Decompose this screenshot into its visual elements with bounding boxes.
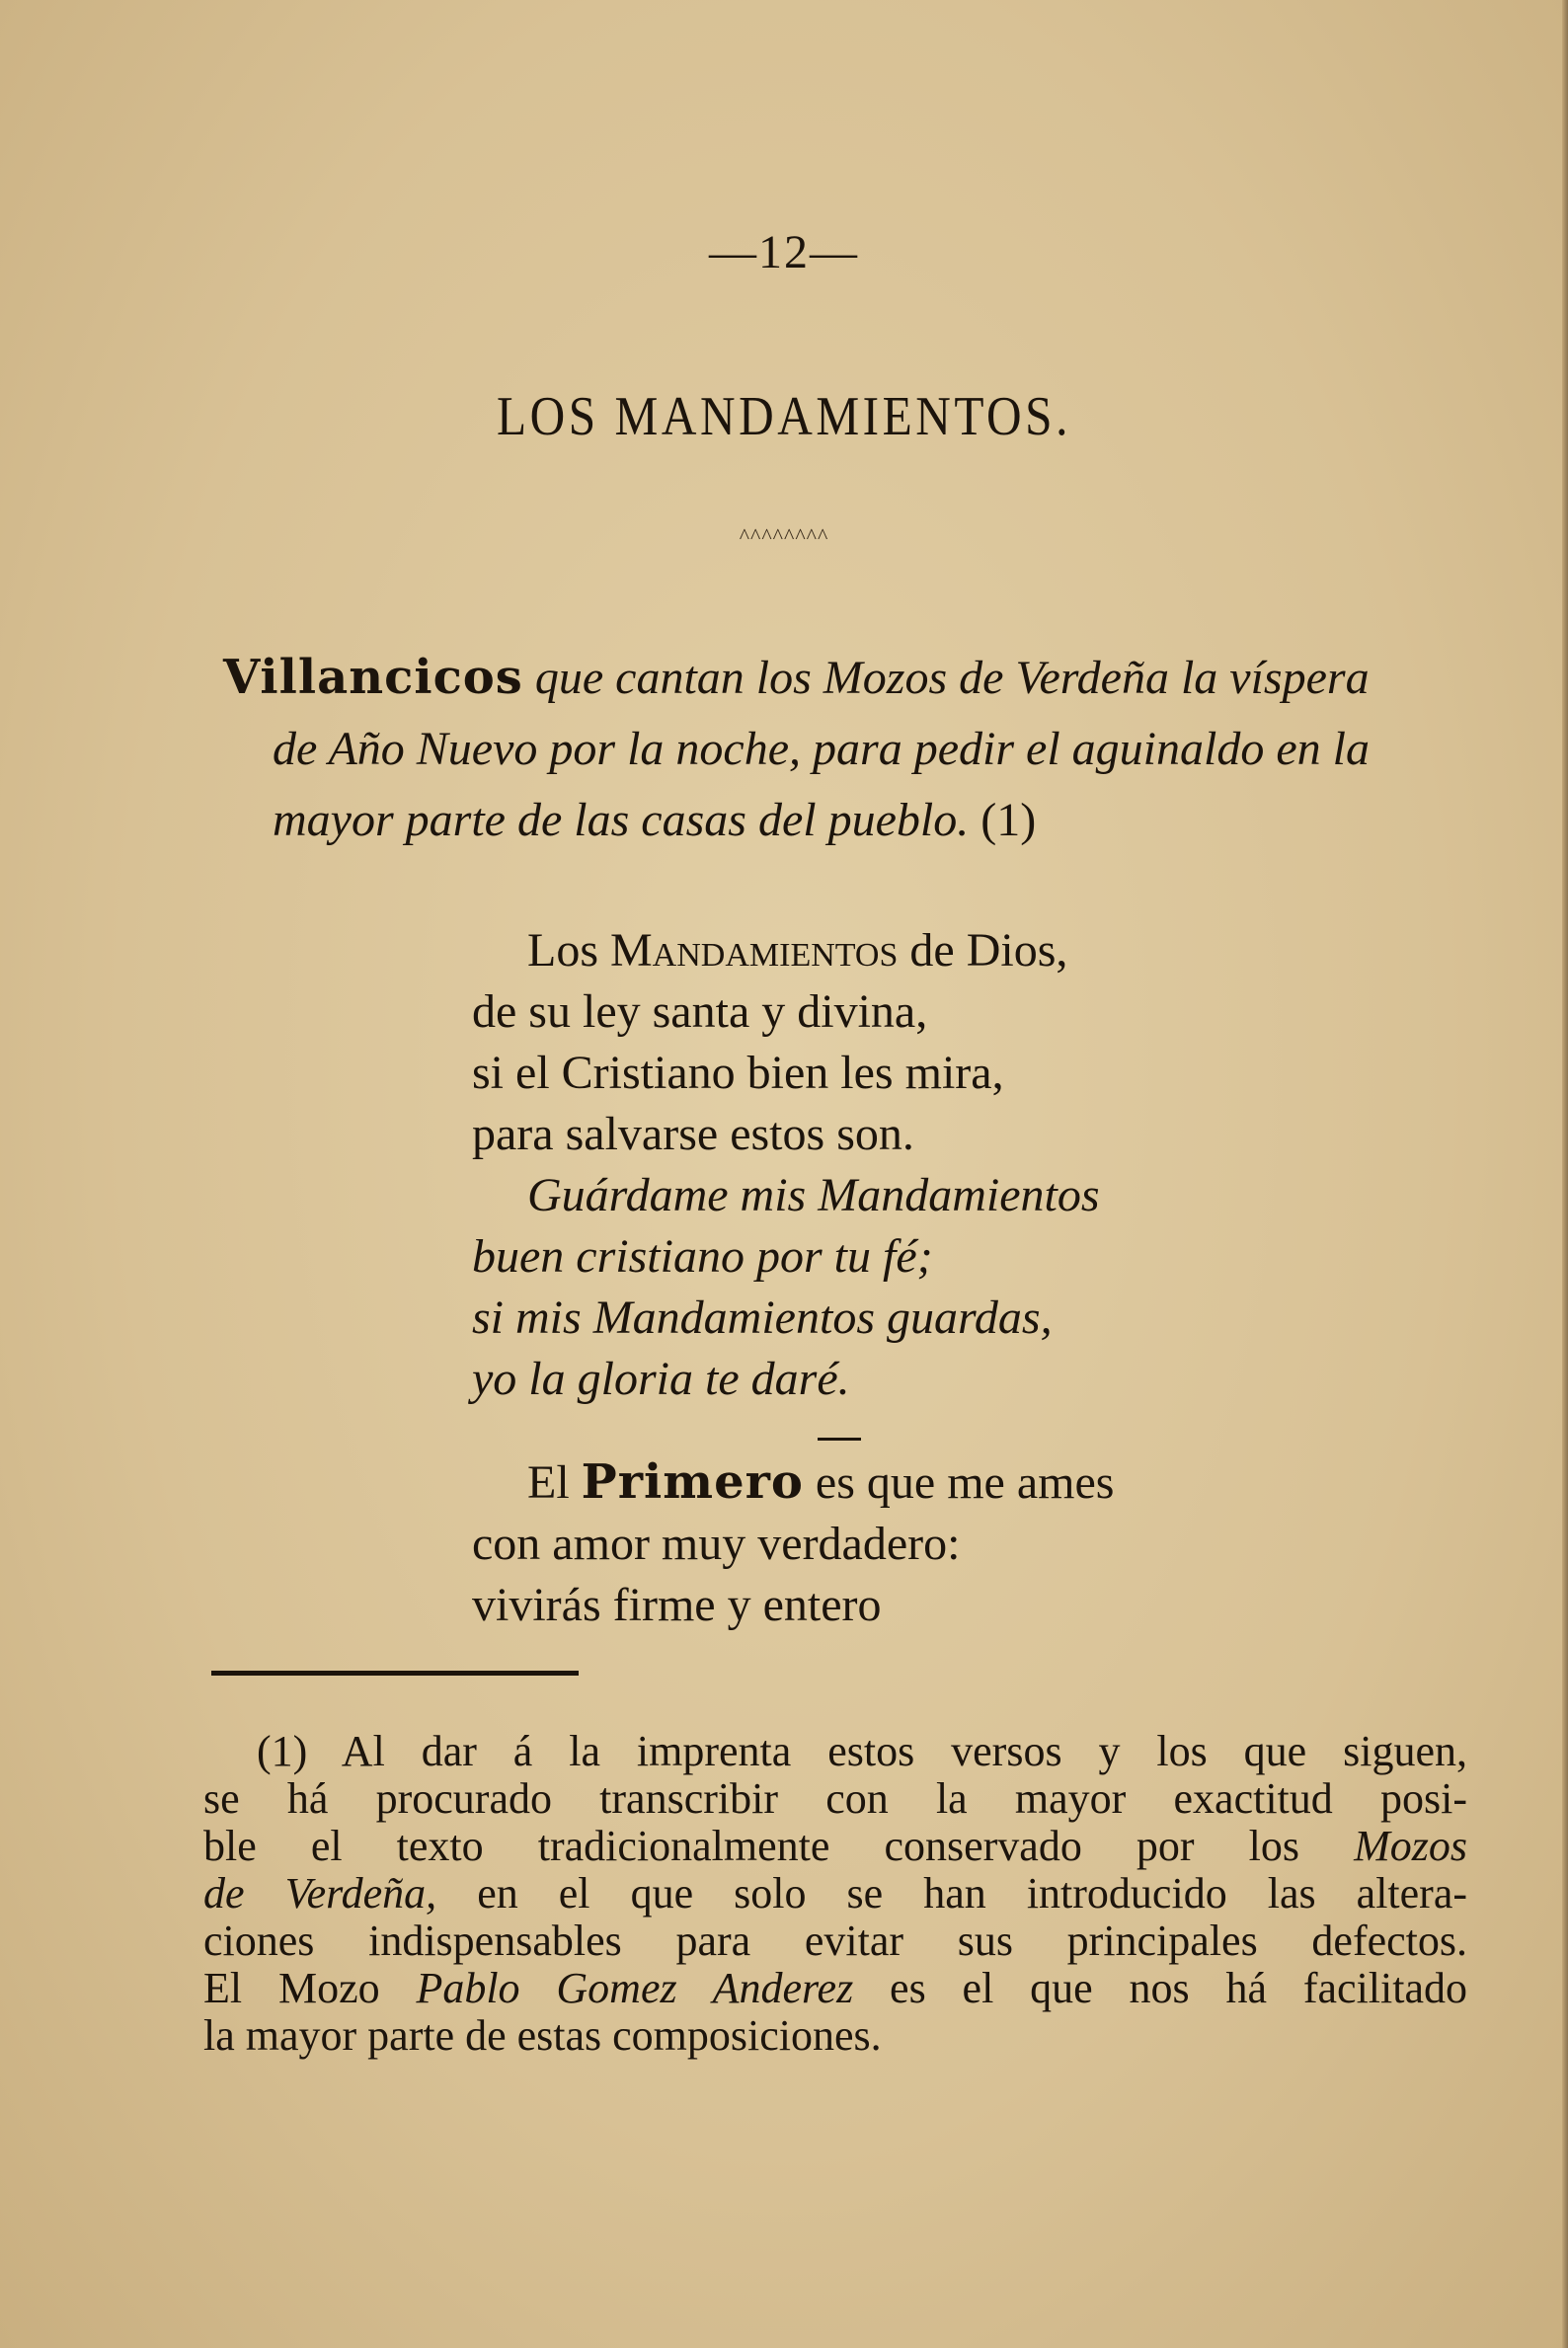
footnote-line-5: ciones indispensables para evitar sus principales defectos. bbox=[203, 1917, 1467, 1965]
title-ornament: ^^^^^^^^ bbox=[739, 523, 829, 548]
stanza-2-line-1 bbox=[472, 1451, 1509, 1514]
stanza-2-line-1-a: El bbox=[527, 1456, 582, 1509]
page-title: LOS MANDAMIENTOS. bbox=[497, 386, 1071, 447]
subtitle-line-3 bbox=[223, 785, 1487, 856]
footnote-reference: (1) bbox=[980, 794, 1037, 846]
subtitle-line-3-text: mayor parte de las casas del pueblo. bbox=[273, 794, 970, 846]
stanza-1-line-4: para salvarse estos son. bbox=[472, 1108, 914, 1160]
footnote-line-6-a: El Mozo bbox=[203, 1964, 417, 2012]
stanza-divider bbox=[818, 1438, 861, 1441]
stanza-1-line-2: de su ley santa y divina, bbox=[472, 985, 928, 1038]
footnote-line-3-a: ble el texto tradicionalmente conservado por los bbox=[203, 1822, 1355, 1870]
footnote-line-3 bbox=[203, 1823, 1467, 1870]
stanza-1-line-1-c: de Dios, bbox=[898, 924, 1068, 977]
stanza-1-line-8: yo la gloria te daré. bbox=[472, 1353, 850, 1405]
stanza-2-line-2: con amor muy verdadero: bbox=[472, 1518, 961, 1570]
footnote bbox=[203, 1728, 1467, 2060]
subtitle-line-2: de Año Nuevo por la noche, para pedir el aguinaldo en la bbox=[273, 723, 1370, 775]
footnote-line-6-c: es el que nos há facilitado bbox=[853, 1964, 1467, 2012]
stanza-2-line-3: vivirás firme y entero bbox=[472, 1579, 882, 1631]
subtitle-lead-word: Villancicos bbox=[223, 650, 523, 705]
footnote-line-6-b: Pablo Gomez Anderez bbox=[416, 1964, 854, 2012]
stanza-1 bbox=[472, 920, 1509, 1410]
stanza-1-line-6: buen cristiano por tu fé; bbox=[472, 1230, 933, 1283]
page-number: —12— bbox=[709, 226, 859, 278]
stanza-1-line-1 bbox=[472, 920, 1509, 981]
footnote-line-6 bbox=[203, 1965, 1467, 2012]
footnote-line-4 bbox=[203, 1870, 1467, 1918]
stanza-2-line-1-b: Primero bbox=[581, 1454, 804, 1510]
footnote-line-2: se há procurado transcribir con la mayor exactitud posi- bbox=[203, 1774, 1467, 1823]
stanza-1-line-7: si mis Mandamientos guardas, bbox=[472, 1291, 1053, 1344]
subtitle-line-1 bbox=[223, 642, 1487, 714]
footnote-line-7: la mayor parte de estas composiciones. bbox=[203, 2011, 882, 2060]
footnote-line-3-b: Mozos bbox=[1354, 1822, 1467, 1870]
stanza-1-line-3: si el Cristiano bien les mira, bbox=[472, 1047, 1004, 1099]
footnote-line-1: (1) Al dar á la imprenta estos versos y los que siguen, bbox=[257, 1727, 1467, 1775]
footnote-line-4-b: en el que solo se han introducido las altera- bbox=[436, 1869, 1468, 1918]
stanza-1-line-1-a: Los bbox=[527, 924, 610, 977]
stanza-2 bbox=[472, 1451, 1509, 1636]
page-edge bbox=[1562, 0, 1568, 2348]
stanza-1-line-5: Guárdame mis Mandamientos bbox=[527, 1169, 1100, 1221]
footnote-rule bbox=[211, 1671, 579, 1676]
stanza-1-line-1-b: Mandamientos bbox=[610, 924, 899, 977]
stanza-2-line-1-c: es que me ames bbox=[803, 1456, 1115, 1509]
subtitle bbox=[223, 642, 1487, 856]
subtitle-line-1-text: que cantan los Mozos de Verdeña la víspera bbox=[534, 652, 1370, 704]
footnote-line-4-a: de Verdeña, bbox=[203, 1869, 437, 1918]
